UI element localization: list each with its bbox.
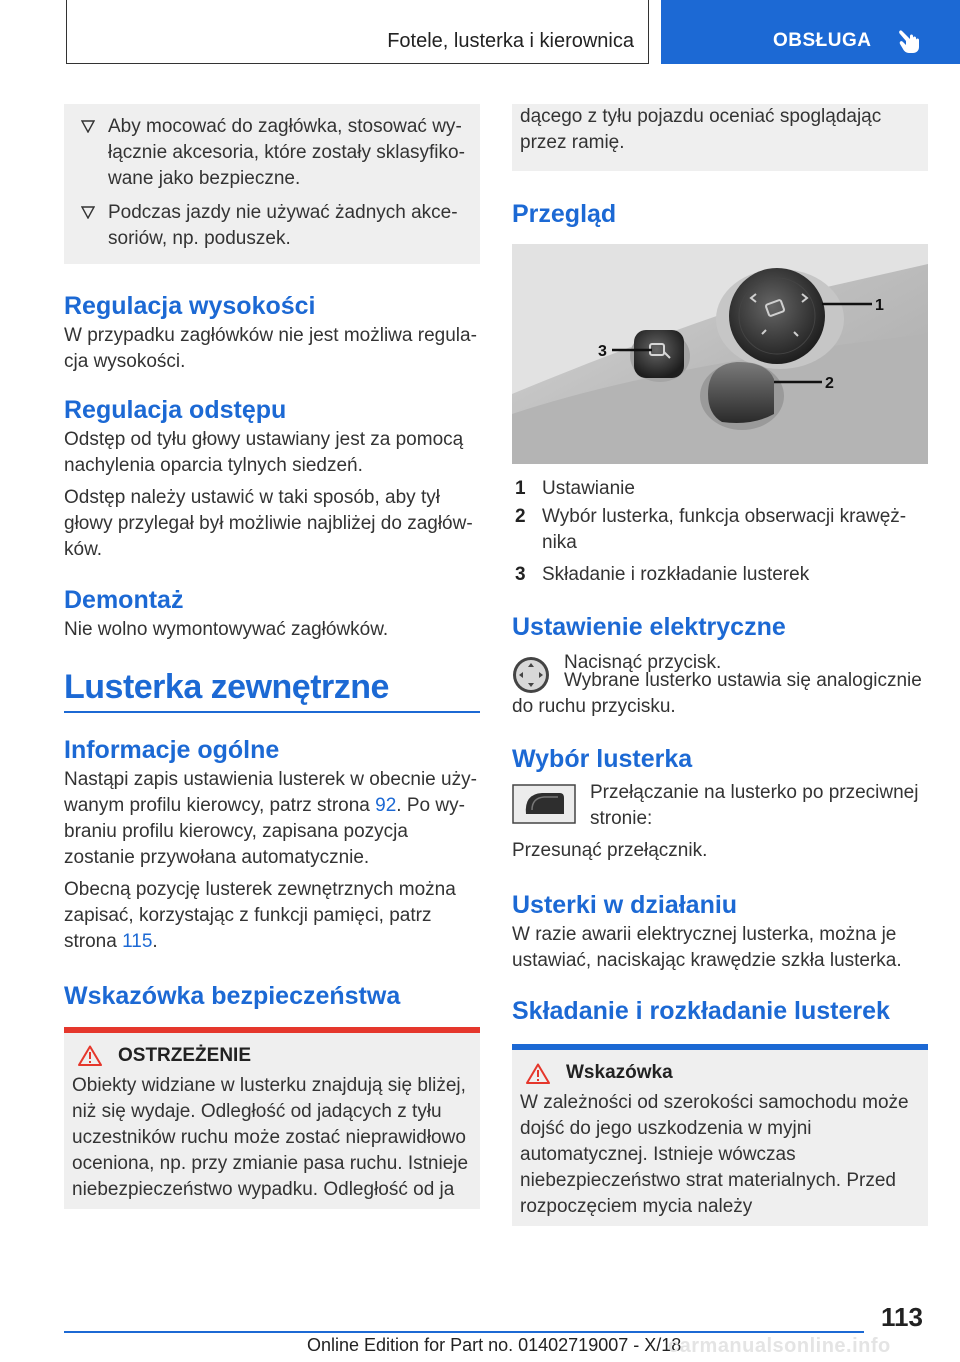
svg-text:3: 3 (598, 343, 607, 360)
mirror-select-switch-icon (512, 784, 576, 824)
chapter-tab[interactable] (661, 0, 960, 64)
electric-section (512, 650, 928, 720)
legend-item: 3 Składanie i rozkładanie lusterek (515, 564, 810, 585)
list-item: Aby mocować do zagłówka, stosować wyłącznie akcesoria, które zostały sklasyfikowane jako bezpieczne. (76, 114, 470, 192)
electric-text-2-flow: Wybrane lusterko ustawia się analogicznie do ruchu przycisku. (512, 670, 922, 717)
warning-continuation-box (64, 104, 480, 264)
removal-heading: Demontaż (64, 586, 184, 614)
note-header: Wskazówka (520, 1062, 918, 1084)
general-text-1: Nastąpi zapis ustawienia lusterek w obecnie używanym profilu kierowcy, patrz strona 92. Po wybraniu profilu kierowcy, zapisana pozycja zostanie przywołana automatycznie. (64, 768, 477, 868)
select-text-2: Przesunąć przełącznik. (512, 840, 708, 861)
fault-heading: Usterki w działaniu (512, 891, 738, 919)
distance-heading: Regulacja odstępu (64, 396, 287, 424)
chapter-tab-label: OBSŁUGA (773, 30, 872, 51)
distance-text-1: Odstęp od tyłu głowy ustawiany jest za pomocą nachylenia oparcia tylnych siedzeń. (64, 429, 464, 476)
bullet-triangle-icon (81, 206, 95, 219)
electric-text-1: Nacisnąć przycisk. (564, 652, 722, 673)
overview-heading: Przegląd (512, 200, 617, 228)
mirrors-heading: Lusterka zewnętrzne (64, 668, 389, 706)
left-column (64, 104, 480, 1209)
legend-item: 2 Wybór lusterka, funkcja obserwacji krawężnika (515, 506, 907, 553)
svg-text:2: 2 (825, 375, 834, 392)
bullet-triangle-icon (81, 120, 95, 133)
svg-text:1: 1 (875, 297, 884, 314)
fold-heading: Składanie i rozkładanie lusterek (512, 997, 890, 1025)
legend-list (512, 476, 928, 588)
footer-rule (64, 1331, 864, 1333)
warning-text: Obiekty widziane w lusterku znajdują się bliżej, niż się wydaje. Odległość od jadących z tyłu uczestników ruchu może zostać nieprawidłowo oceniona, np. przy zmianie pasa ruchu. Istnieje niebezpieczeństwo wypadku. Odległość od ja (72, 1074, 469, 1200)
page-number: 113 (881, 1302, 923, 1332)
safety-heading: Wskazówka bezpieczeństwa (64, 981, 401, 1010)
height-text: W przypadku zagłówków nie jest możliwa regulacja wysokości. (64, 325, 477, 372)
warning-box (64, 1033, 480, 1209)
section-title: Fotele, lusterka i kierownica (387, 30, 634, 52)
select-text-1: Przełączanie na lusterko po przeciwnej stronie: (590, 782, 919, 829)
general-text-2: Obecną pozycję lusterek zewnętrznych można zapisać, korzystając z funkcji pamięci, patrz strona 115. (64, 878, 456, 952)
fault-text: W razie awarii elektrycznej lusterka, można je ustawiać, naciskając krawędzie szkła lusterka. (512, 924, 902, 971)
warning-triangle-icon (526, 1063, 550, 1084)
warning-header: OSTRZEŻENIE (72, 1045, 470, 1067)
legend-item: 1 Ustawianie (515, 478, 635, 499)
distance-text-2: Odstęp należy ustawić w taki sposób, aby tył głowy przylegał był możliwie najbliżej do zagłówków. (64, 487, 473, 560)
header-section-box (66, 0, 649, 64)
select-section (512, 780, 928, 832)
heading-rule (64, 711, 480, 713)
page-link-115[interactable]: 115 (122, 930, 153, 952)
general-heading: Informacje ogólne (64, 735, 280, 764)
watermark-text: carmanualsonline.info (668, 1335, 891, 1357)
mirror-controls-image (512, 244, 928, 464)
removal-text: Nie wolno wymontowywać zagłówków. (64, 619, 389, 640)
warning-continued-text: dącego z tyłu pojazdu oceniać spoglądając przez ramię. (520, 106, 882, 153)
list-item: Podczas jazdy nie używać żadnych akcesoriów, np. poduszek. (76, 200, 470, 252)
page-link-92[interactable]: 92 (375, 794, 397, 816)
height-heading: Regulacja wysokości (64, 292, 316, 320)
electric-heading: Ustawienie elektryczne (512, 613, 786, 641)
select-heading: Wybór lusterka (512, 745, 693, 773)
right-column (512, 104, 928, 1226)
note-box (512, 1050, 928, 1226)
warning-continuation-box-right (512, 104, 928, 171)
edition-text: Online Edition for Part no. 01402719007 - X/18 (307, 1335, 682, 1355)
note-text: W zależności od szerokości samochodu może dojść do jego uszkodzenia w myjni automatycznej. Istnieje wówczas niebezpieczeństwo strat materialnych. Przed rozpoczęciem mycia należy (520, 1092, 909, 1217)
pointing-hand-icon (898, 28, 922, 54)
warning-triangle-icon (78, 1045, 102, 1066)
